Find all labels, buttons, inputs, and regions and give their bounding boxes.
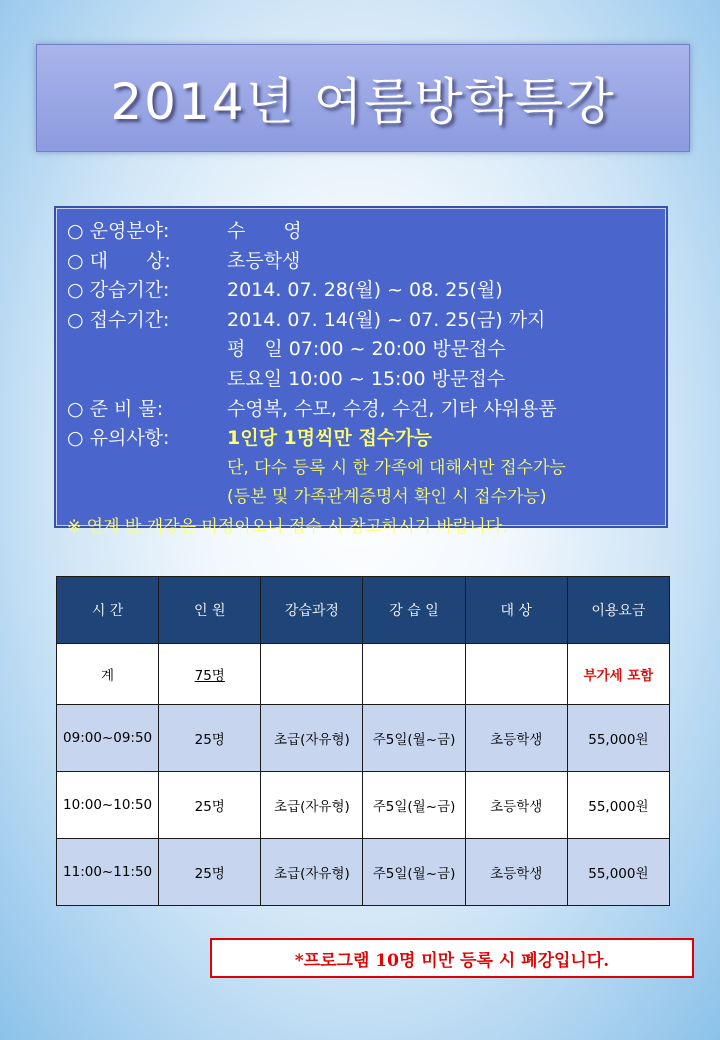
info-field-value: 수 영 [227, 220, 302, 242]
page-title: 2014년 여름방학특강 [110, 73, 616, 131]
title-banner [36, 44, 690, 152]
info-warning: ※ 연계 반 개강은 미정이오니 접수 시 참고하시기 바랍니다. [67, 516, 508, 537]
info-notes-line3: (등본 및 가족관계증명서 확인 시 접수가능) [227, 487, 547, 508]
row-count: 25명 [159, 839, 261, 906]
info-panel [56, 208, 666, 537]
info-registration-label: ○ 접수기간: [67, 308, 170, 331]
row-fee: 55,000원 [567, 772, 669, 839]
info-notes-row [67, 424, 655, 454]
info-notes-line3-row [67, 483, 655, 513]
table-row [57, 772, 670, 839]
row-days: 주5일(월~금) [363, 772, 465, 839]
row-fee: 55,000원 [567, 839, 669, 906]
info-field-label: ○ 운영분야: [67, 220, 170, 242]
info-supplies-value: 수영복, 수모, 수경, 수건, 기타 샤워용품 [227, 397, 557, 420]
row-days: 주5일(월~금) [363, 705, 465, 772]
row-course: 초급(자유형) [261, 839, 363, 906]
header-count: 인 원 [159, 577, 261, 644]
header-fee: 이용요금 [567, 577, 669, 644]
info-period-label: ○ 강습기간: [67, 279, 170, 302]
total-fee-note: 부가세 포함 [567, 644, 669, 705]
schedule-table [56, 576, 670, 906]
info-registration-saturday-row [67, 365, 655, 395]
row-target: 초등학생 [465, 705, 567, 772]
info-registration-saturday: 토요일 10:00 ~ 15:00 방문접수 [227, 367, 506, 390]
info-supplies-row [67, 395, 655, 425]
header-target: 대 상 [465, 577, 567, 644]
header-days: 강 습 일 [363, 577, 465, 644]
info-notes-label: ○ 유의사항: [67, 427, 170, 450]
table-header-row [57, 577, 670, 644]
closure-notice [210, 938, 694, 978]
table-row [57, 839, 670, 906]
total-days [363, 644, 465, 705]
header-course: 강습과정 [261, 577, 363, 644]
row-course: 초급(자유형) [261, 772, 363, 839]
info-target-label: ○ 대 상: [67, 249, 171, 272]
total-target [465, 644, 567, 705]
info-field-row [67, 217, 655, 247]
info-notes-value: 1인당 1명씩만 접수가능 [227, 427, 432, 450]
row-count: 25명 [159, 705, 261, 772]
table-total-row [57, 644, 670, 705]
info-supplies-label: ○ 준 비 물: [67, 397, 164, 420]
info-notes-line2-row [67, 454, 655, 484]
info-target-value: 초등학생 [227, 249, 301, 272]
total-course [261, 644, 363, 705]
info-registration-weekday-row [67, 335, 655, 365]
total-label: 계 [57, 644, 159, 705]
row-fee: 55,000원 [567, 705, 669, 772]
row-time: 11:00~11:50 [57, 839, 159, 906]
info-notes-line2: 단, 다수 등록 시 한 가족에 대해서만 접수가능 [227, 457, 566, 478]
info-registration-weekday: 평 일 07:00 ~ 20:00 방문접수 [227, 338, 506, 361]
info-period-value: 2014. 07. 28(월) ~ 08. 25(월) [227, 279, 503, 302]
row-target: 초등학생 [465, 772, 567, 839]
row-days: 주5일(월~금) [363, 839, 465, 906]
closure-notice-text: *프로그램 10명 미만 등록 시 폐강입니다. [294, 950, 610, 971]
table-row [57, 705, 670, 772]
row-course: 초급(자유형) [261, 705, 363, 772]
info-period-row [67, 276, 655, 306]
info-registration-value: 2014. 07. 14(월) ~ 07. 25(금) 까지 [227, 308, 546, 331]
header-time: 시 간 [57, 577, 159, 644]
row-time: 10:00~10:50 [57, 772, 159, 839]
info-target-row [67, 247, 655, 277]
row-count: 25명 [159, 772, 261, 839]
info-registration-row [67, 306, 655, 336]
total-count: 75명 [159, 644, 261, 705]
row-target: 초등학생 [465, 839, 567, 906]
row-time: 09:00~09:50 [57, 705, 159, 772]
